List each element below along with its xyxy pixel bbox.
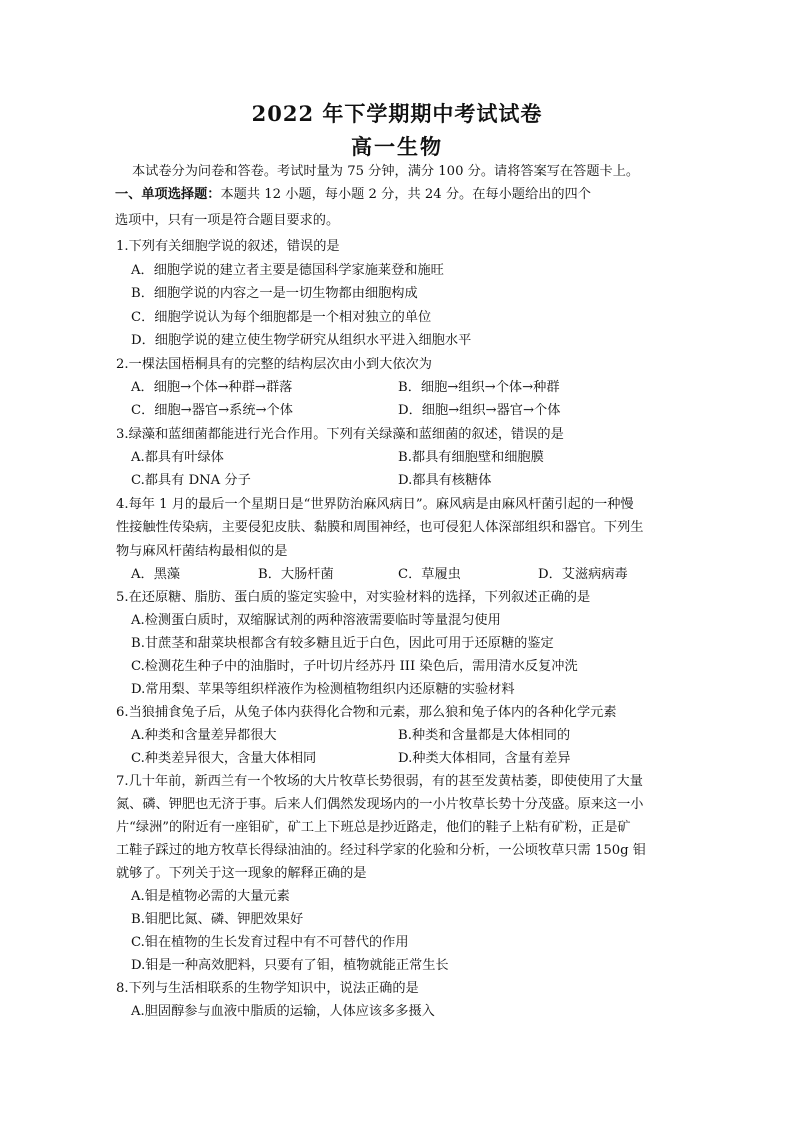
section-1-desc-1: 本题共 12 小题，每小题 2 分，共 24 分。在每小题给出的四个 [220,187,591,202]
q7-stem-1: 7.几十年前，新西兰有一个牧场的大片牧草长势很弱，有的甚至发黄枯萎，即使使用了大量 [116,774,643,789]
q4-option-d: D．艾滋病病毒 [538,567,628,582]
q2-stem: 2.一棵法国梧桐具有的完整的结构层次由小到大依次为 [116,357,432,372]
q3-stem: 3.绿藻和蓝细菌都能进行光合作用。下列有关绿藻和蓝细菌的叙述，错误的是 [116,427,564,442]
q5-option-a: A.检测蛋白质时，双缩脲试剂的两种溶液需要临时等量混匀使用 [131,613,501,628]
q1-stem: 1.下列有关细胞学说的叙述，错误的是 [116,239,340,254]
q3-option-c: C.都具有 DNA 分子 [131,473,251,488]
q3-option-d: D.都具有核糖体 [398,473,492,488]
q6-option-c: C.种类差异很大，含量大体相同 [131,751,317,766]
q5-option-c: C.检测花生种子中的油脂时，子叶切片经苏丹 III 染色后，需用清水反复冲洗 [131,659,578,674]
q7-stem-3: 片“绿洲”的附近有一座钼矿，矿工上下班总是抄近路走，他们的鞋子上粘有矿粉，正是矿 [116,820,631,835]
q2-option-a: A．细胞→个体→种群→群落 [131,380,293,395]
q4-stem-3: 物与麻风杆菌结构最相似的是 [116,544,288,559]
q7-option-a: A.钼是植物必需的大量元素 [131,889,290,904]
q7-option-c: C.钼在植物的生长发育过程中有不可替代的作用 [131,935,409,950]
q4-stem-2: 性接触性传染病，主要侵犯皮肤、黏膜和周围神经，也可侵犯人体深部组织和器官。下列生 [116,520,644,535]
q6-option-d: D.种类大体相同，含量有差异 [398,751,571,766]
q4-option-b: B．大肠杆菌 [258,567,334,582]
q7-option-b: B.钼肥比氮、磷、钾肥效果好 [131,912,304,927]
q7-stem-2: 氮、磷、钾肥也无济于事。后来人们偶然发现场内的一小片牧草长势十分茂盛。原来这一小 [116,797,644,812]
q1-option-c: C．细胞学说认为每个细胞都是一个相对独立的单位 [131,310,432,325]
page-subtitle: 高一生物 [351,134,443,159]
q2-option-c: C．细胞→器官→系统→个体 [131,403,293,418]
q1-option-d: D．细胞学说的建立使生物学研究从组织水平进入细胞水平 [131,333,472,348]
q6-option-a: A.种类和含量差异都很大 [131,728,277,743]
q8-option-a: A.胆固醇参与血液中脂质的运输，人体应该多多摄入 [131,1004,435,1019]
q2-option-d: D．细胞→组织→器官→个体 [398,403,561,418]
q3-option-b: B.都具有细胞壁和细胞膜 [398,450,544,465]
q3-option-a: A.都具有叶绿体 [131,450,224,465]
q1-option-b: B．细胞学说的内容之一是一切生物都由细胞构成 [131,286,418,301]
q8-stem: 8.下列与生活相联系的生物学知识中，说法正确的是 [116,981,419,996]
q4-stem-1: 4.每年 1 月的最后一个星期日是“世界防治麻风病日”。麻风病是由麻风杆菌引起的一种慢 [116,497,634,512]
q7-stem-4: 工鞋子踩过的地方牧草长得绿油油的。经过科学家的化验和分析，一公顷牧草只需 150g 钼 [116,843,646,858]
q6-stem: 6.当狼捕食兔子后，从兔子体内获得化合物和元素，那么狼和兔子体内的各种化学元素 [116,705,617,720]
q5-option-d: D.常用梨、苹果等组织样液作为检测植物组织内还原糖的实验材料 [131,682,515,697]
q5-option-b: B.甘蔗茎和甜菜块根都含有较多糖且近于白色，因此可用于还原糖的鉴定 [131,636,554,651]
section-1-heading: 一、单项选择题： [115,187,221,202]
section-1-desc-2: 选项中，只有一项是符合题目要求的。 [115,213,340,228]
intro-text: 本试卷分为问卷和答卷。考试时量为 75 分钟，满分 100 分。请将答案写在答题卡上。 [132,164,640,179]
q6-option-b: B.种类和含量都是大体相同的 [398,728,571,743]
q2-option-b: B．细胞→组织→个体→种群 [398,380,560,395]
q4-option-c: C．草履虫 [398,567,461,582]
q7-option-d: D.钼是一种高效肥料，只要有了钼，植物就能正常生长 [131,958,449,973]
q5-stem: 5.在还原糖、脂肪、蛋白质的鉴定实验中，对实验材料的选择，下列叙述正确的是 [116,590,591,605]
q4-option-a: A．黑藻 [131,567,181,582]
q1-option-a: A．细胞学说的建立者主要是德国科学家施莱登和施旺 [131,263,444,278]
q7-stem-5: 就够了。下列关于这一现象的解释正确的是 [116,866,367,881]
page-title: 2022 年下学期期中考试试卷 [251,101,543,126]
section-1-line1 [115,185,591,205]
